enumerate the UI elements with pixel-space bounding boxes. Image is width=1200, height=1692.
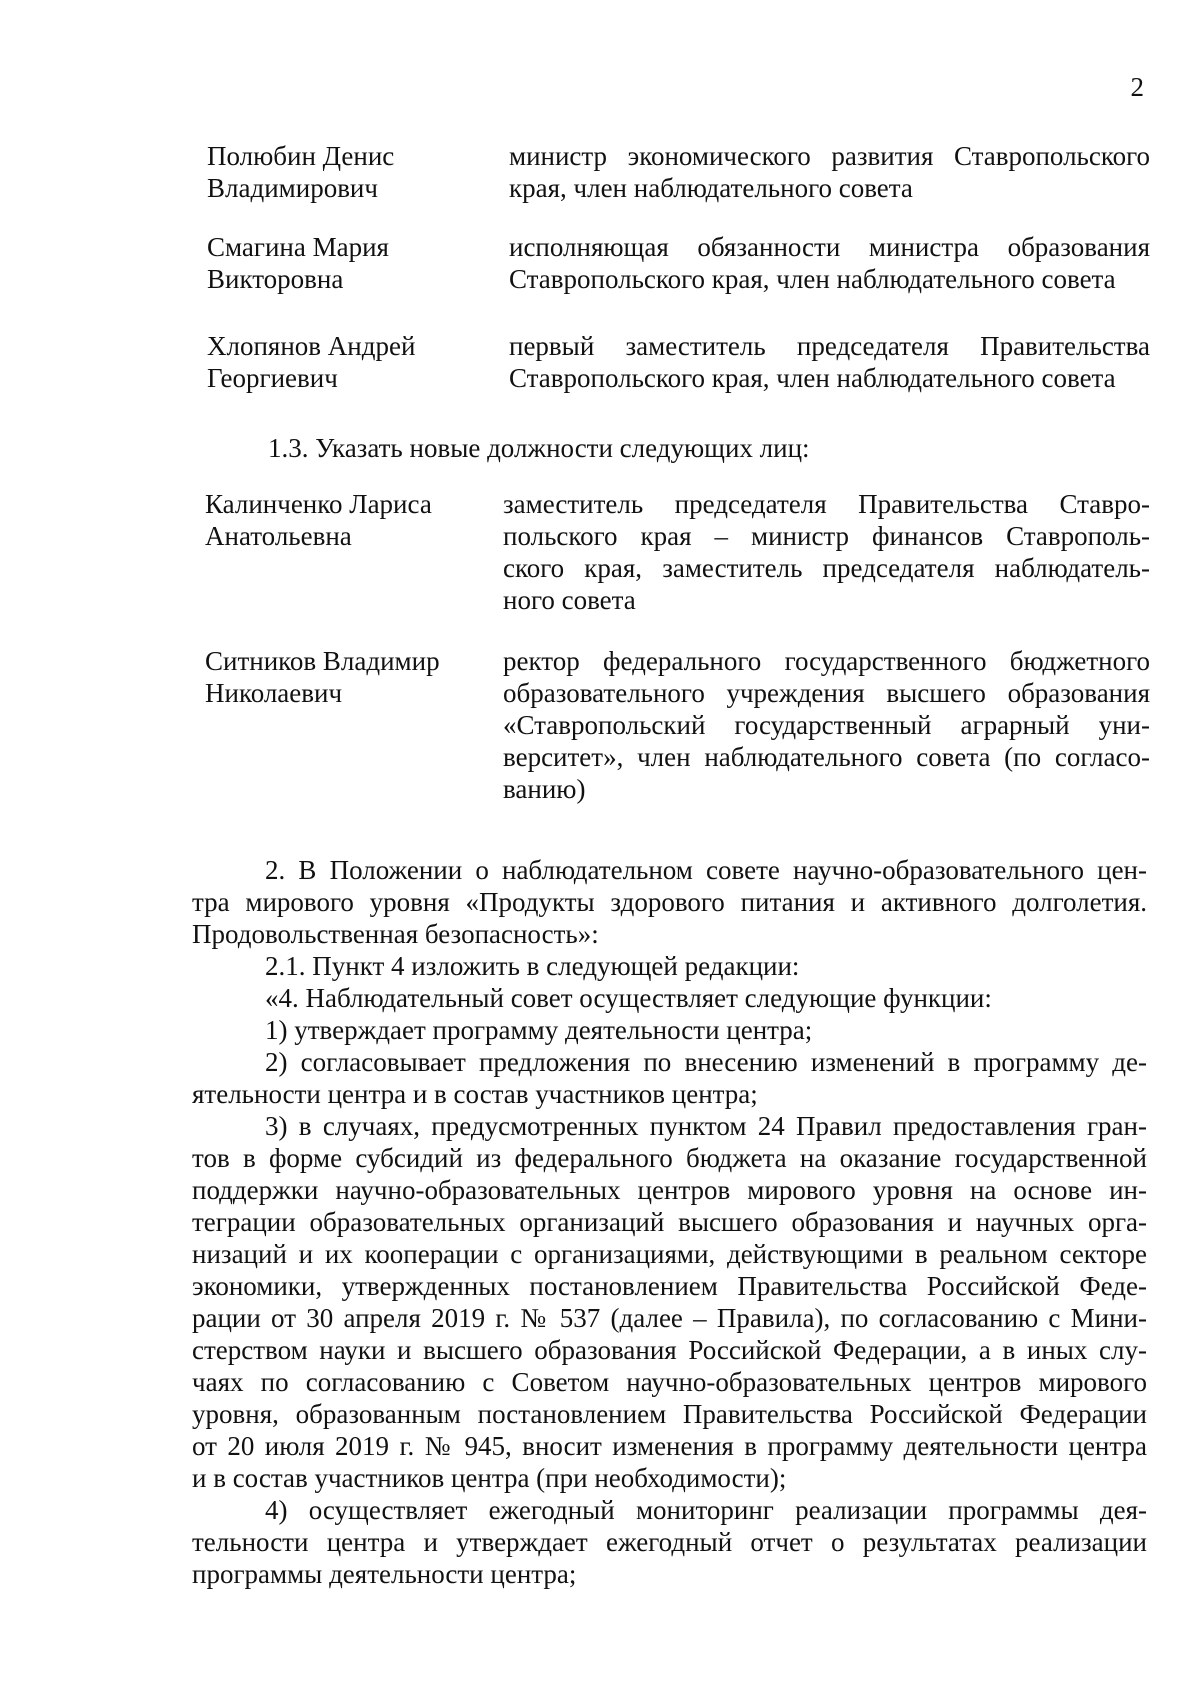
- member-name: Полюбин Денис Владимирович: [207, 141, 395, 203]
- section-2-body: [192, 854, 1147, 1590]
- list-item-3: 3) в случаях, предусмотренных пунктом 24 Правил предоставления гран- тов в форме субсидий из федерального бюджета на оказание государственной поддержки научно-образовательных центров мирового уровня на основе ин- теграции образовательных организаций высшего образования и научных орга- низаций и их кооперации с организациями, действующими в реальном секторе экономики, утвержденных постановлением Правительства Российской Феде- рации от 30 апреля 2019 г. № 537 (далее – Правила), по согласованию с Мини- стерством науки и высшего образования Российской Федерации, а в иных слу- чаях по согласованию с Советом научно-образовательных центров мирового уровня, образованным постановлением Правительства Российской Федерации от 20 июля 2019 г. № 945, вносит изменения в программу деятельности центра и в состав участников центра (при необходимости);: [192, 1111, 1147, 1493]
- member-role: министр экономического развития Ставропольского края, член наблюдательного совета: [509, 141, 1150, 203]
- list-item-4: 4) осуществляет ежегодный мониторинг реализации программы дея- тельности центра и утверждает ежегодный отчет о результатах реализации программы деятельности центра;: [192, 1495, 1147, 1589]
- list-item-2: 2) согласовывает предложения по внесению изменений в программу де- ятельности центра и в состав участников центра;: [192, 1047, 1147, 1109]
- member-name: Хлопянов Андрей Георгиевич: [207, 331, 416, 393]
- member-role: заместитель председателя Правительства Ставро- польского края – министр финансов Ставрополь- ского края, заместитель председателя наблюдатель- ного совета: [503, 489, 1150, 615]
- paragraph-2: 2. В Положении о наблюдательном совете научно-образовательного цен- тра мирового уровня «Продукты здорового питания и активного долголетия. Продовольственная безопасность»:: [192, 855, 1147, 949]
- paragraph-2-1: 2.1. Пункт 4 изложить в следующей редакции:: [265, 951, 800, 981]
- member-name: Калинченко Лариса Анатольевна: [205, 489, 432, 551]
- section-1-3-heading: 1.3. Указать новые должности следующих лиц:: [268, 433, 810, 463]
- page-number: 2: [1130, 72, 1144, 102]
- member-role: первый заместитель председателя Правительства Ставропольского края, член наблюдательного совета: [509, 331, 1150, 393]
- member-role: исполняющая обязанности министра образования Ставропольского края, член наблюдательного совета: [509, 232, 1150, 294]
- member-name: Ситников Владимир Николаевич: [205, 646, 440, 708]
- list-item-1: 1) утверждает программу деятельности центра;: [265, 1015, 813, 1045]
- member-role: ректор федерального государственного бюджетного образовательного учреждения высшего образования «Ставропольский государственный аграрный уни- верситет», член наблюдательного совета (по согласо- ванию): [503, 646, 1150, 804]
- member-name: Смагина Мария Викторовна: [207, 232, 389, 294]
- paragraph-4-intro: «4. Наблюдательный совет осуществляет следующие функции:: [265, 983, 992, 1013]
